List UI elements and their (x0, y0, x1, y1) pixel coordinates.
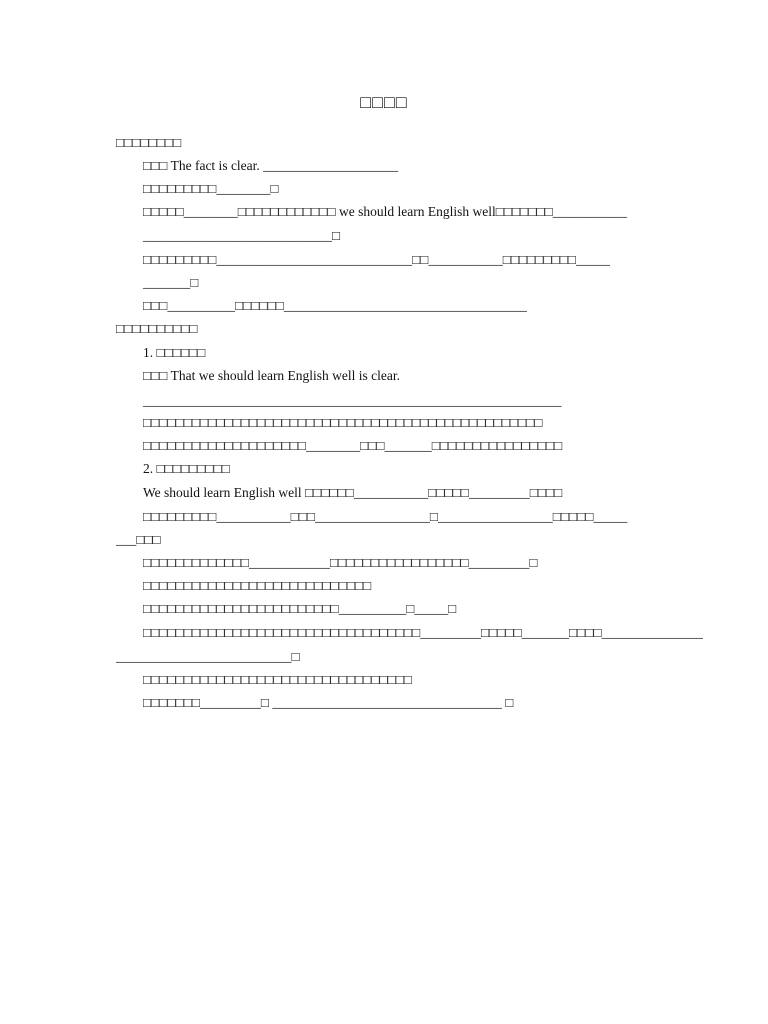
answer-blank-line: ______________________________________________________________ (143, 393, 562, 408)
section-heading-1: □□□□□□□□ (116, 135, 182, 150)
text-line: __________________________□ (116, 649, 300, 664)
section-heading-2: □□□□□□□□□□ (116, 321, 198, 336)
text-line: □□□□□________□□□□□□□□□□□□ we should learn English well□□□□□□□___________ (143, 204, 628, 219)
document-title: □□□□ (360, 92, 408, 112)
text-line: □□□□□□□_________□ __________________________________ □ (143, 695, 514, 710)
text-line: □□□ That we should learn English well is clear. (143, 368, 401, 383)
subsection-heading-2: 2. □□□□□□□□□ (143, 461, 230, 476)
text-line: □□□□□□□□□_____________________________□□___________□□□□□□□□□_____ (143, 252, 610, 267)
text-line: □□□□□□□□□□□□□□□□□□□□□□□□__________□_____□ (143, 601, 457, 616)
text-line: □□□□□□□□□________□ (143, 181, 279, 196)
subsection-heading-1: 1. □□□□□□ (143, 345, 206, 360)
text-line: ___□□□ (116, 532, 161, 547)
text-line: □□□__________□□□□□□____________________________________ (143, 298, 527, 313)
text-line: ____________________________□ (143, 228, 341, 243)
text-line: □□□□□□□□□□□□□□□□□□□□□□□□□□□□□□□□□□_________□□□□□_______□□□□_______________ (143, 625, 703, 640)
text-line: □□□□□□□□□□□□□□□□□□□□□□□□□□□□□□□□□ (143, 672, 413, 687)
text-line: _______□ (143, 275, 199, 290)
text-line: □□□□□□□□□___________□□□_________________□_________________□□□□□_____ (143, 509, 628, 524)
text-line: We should learn English well □□□□□□___________□□□□□_________□□□□ (143, 485, 563, 500)
text-line: □□□□□□□□□□□□□□□□□□□□□□□□□□□□ (143, 578, 372, 593)
text-line: □□□ The fact is clear. ____________________ (143, 158, 399, 173)
text-line: □□□□□□□□□□□□□□□□□□□□________□□□_______□□□□□□□□□□□□□□□□ (143, 438, 563, 453)
text-line: □□□□□□□□□□□□□□□□□□□□□□□□□□□□□□□□□□□□□□□□□□□□□□□□□ (143, 415, 543, 430)
text-line: □□□□□□□□□□□□□____________□□□□□□□□□□□□□□□□□_________□ (143, 555, 538, 570)
